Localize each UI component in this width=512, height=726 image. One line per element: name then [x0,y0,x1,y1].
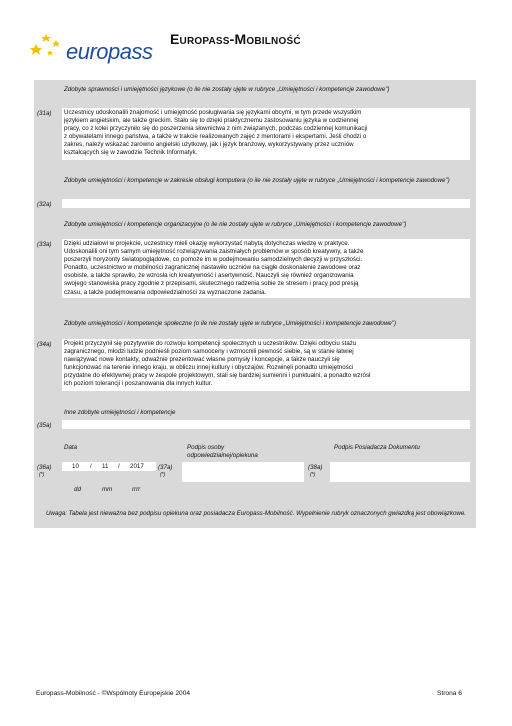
date-month: 11 [102,463,109,470]
document-title: Europass-Mobilność [170,31,301,47]
label-31a: (31a) [37,110,52,117]
text-line: Projekt przyczynił się pozytywnie do rozwoju kompetencji społecznych u uczestników. Dzięki odbyciu stażu [64,340,357,347]
date-format-mm: mm [102,486,113,493]
text-line: nawiązywać nowe kontakty, odważnie prezentować własne pomysły i koncepcje, a także nauczyli się [64,356,340,364]
label-38a: (38a) [308,464,323,471]
heading-35a: Inne zdobyte umiejętności i kompetencje [64,409,176,416]
heading-32a: Zdobyte umiejętności i kompetencje w zakresie obsługi komputera (o ile nie zostały ujęte w rubryce „Umiejętności i kompetencje zawodowe") [64,177,450,184]
label-35a: (35a) [37,422,52,429]
label-34a: (34a) [37,341,52,348]
date-year: 2017 [130,463,144,470]
field-31a[interactable] [62,108,470,160]
text-line: zakres, należy wskazać zarówno angielski użytkowy, jak i język branżowy, wykorzystywany przez uczniów [64,141,354,149]
label-33a: (33a) [37,241,52,248]
text-line: swojego stanowiska pracy zgodnie z przepisami, skutecznego radzenia sobie ze stresem i pracy pod presją [64,280,359,288]
page-number: Strona 6 [437,690,462,697]
field-35a[interactable] [62,420,470,429]
text-line: z obywatelami innego państwa, a także w trakcie realizowanych zajęć z mentorami i ekspertami. Jeśli chodzi o [64,133,367,141]
footer-copyright: Europass-Mobilność - ©Wspólnoty Europejskie 2004 [36,690,191,697]
field-33a[interactable] [62,239,470,298]
date-field[interactable] [62,462,156,471]
mentor-signature-field[interactable] [182,462,304,482]
mentor-signature-heading: Podpis osoby odpowiedzialnej/opiekuna [187,444,258,459]
text-line: kształcących się w zawodzie Technik Informatyk. [64,149,198,157]
date-format-rrrr: rrrr [132,486,141,493]
field-32a[interactable] [62,199,470,208]
text-line: Uczestnicy udoskonalili znajomość i umiejętność posługiwania się językami obcymi, w tym przede wszystkim [64,109,362,116]
required-mark: (*) [160,472,166,478]
text-line: funkcjonować na terenie innego kraju, w obliczu innej kultury i obyczajów. Rozwinęli ponadto umiejętności [64,364,354,372]
text-line: osobiste, a także sprawiło, że wzrosła ich kreatywność i asertywność. Nauczyli się również organizowania [64,272,354,280]
text-line: ich poziom tolerancji i poszanowania dla innych kultur. [64,380,213,388]
date-separator: / [118,463,120,470]
heading-33a: Zdobyte umiejętności i kompetencje organizacyjne (o ile nie zostały ujęte w rubryce „Umiejętności i kompetencje zawodowe") [64,221,407,228]
logo-wordmark: europass [66,39,153,64]
text-line: Udoskonalili oni tym samym umiejętność rozwiązywania zaistniałych problemów w sposób kreatywny, a także [64,248,364,256]
required-mark: (*) [39,472,45,478]
note: Uwaga: Tabela jest nieważna bez podpisu opiekuna oraz posiadacza Europass-Mobilność. Wypełnienie rubryk oznaczonych gwiazdką jest obowiązkowe. [45,510,467,517]
europass-logo [30,30,153,70]
text-line: Ponadto, uczestnictwo w mobilności zagranicznej nastawiło uczniów na ciągłe doskonalenie zawodowe oraz [64,264,361,272]
stars-icon [30,30,70,62]
heading-34a: Zdobyte umiejętności i kompetencje społeczne (o ile nie zostały ujęte w rubryce „Umiejętności i kompetencje zawodowe") [64,320,397,327]
skills-panel [34,80,476,528]
field-34a[interactable] [62,339,470,391]
text-line: poszerzyli horyzonty światopoglądowe, co pomoże im w podejmowaniu samodzielnych decyzji w przyszłości. [64,256,363,264]
text-line: przydatne do efektywnej pracy w zespole projektowym, stali się bardziej sumienni i punktualni, a ponadto wzrósł [64,372,371,380]
text-line: Dzięki udziałowi w projekcie, uczestnicy mieli okazję wykorzystać nabytą dotychczas wiedzę w praktyce. [64,240,350,247]
date-format-dd: dd [74,486,81,493]
label-36a: (36a) [37,464,52,471]
holder-signature-field[interactable] [330,462,470,482]
heading-31a: Zdobyte sprawności i umiejętności językowe (o ile nie zostały ujęte w rubryce „Umiejętności i kompetencje zawodowe") [64,86,390,93]
holder-signature-heading: Podpis Posiadacza Dokumentu [334,444,420,451]
required-mark: (*) [310,472,316,478]
text-line: językiem angielskim, ale także greckim. Stało się to dzięki praktycznemu zastosowaniu języka w codziennej [64,117,359,125]
text-line: zagranicznego, młodzi ludzie podnieśli poziom samooceny i wzmocnili pewność siebie, są w stanie łatwiej [64,348,354,356]
text-line: czasu, a także podejmowania odpowiedzialności za wyznaczone zadania. [64,288,267,296]
date-separator: / [90,463,92,470]
date-day: 10 [72,463,79,470]
label-32a: (32a) [37,201,52,208]
text-line: pracy, co z kolei przyczyniło się do poszerzenia słownictwa z nim związanych, podczas codziennej komunikacji [64,125,368,133]
date-heading: Data [64,444,78,451]
label-37a: (37a) [158,464,173,471]
